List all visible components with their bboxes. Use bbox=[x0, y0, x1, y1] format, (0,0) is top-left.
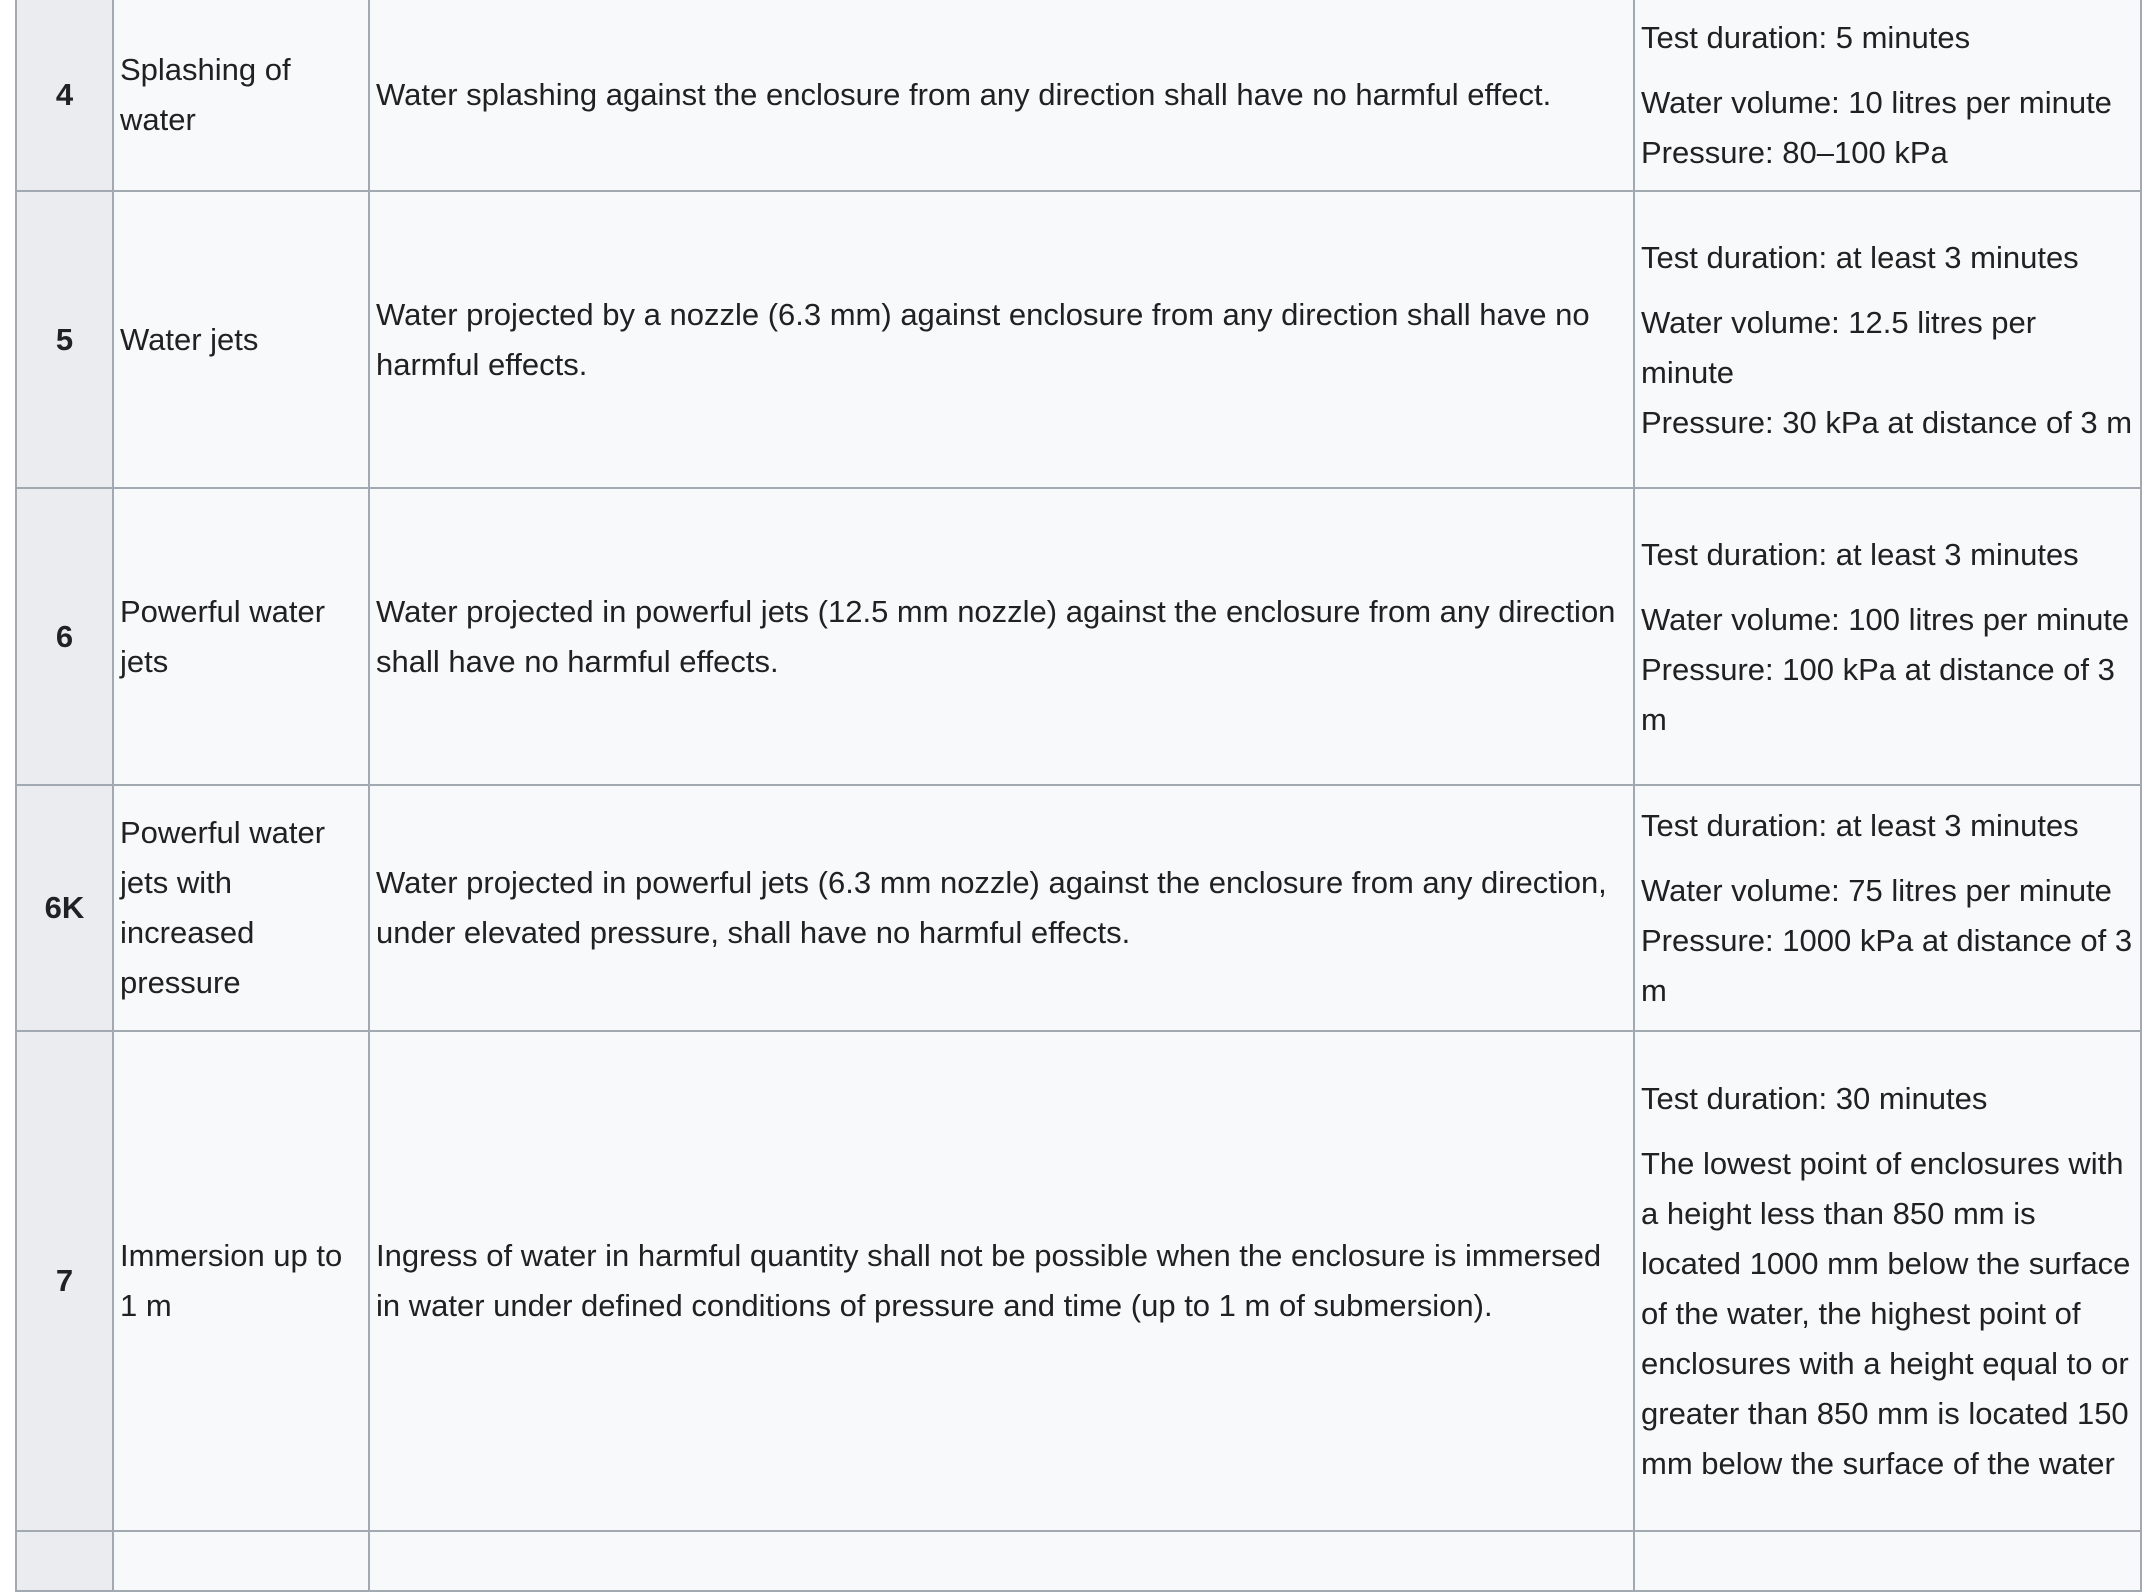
effective-against-cell: Water projected by a nozzle (6.3 mm) against enclosure from any direction shall have no harmful effects. bbox=[369, 191, 1634, 488]
ip-water-rating-table bbox=[15, 0, 2142, 1592]
table-row bbox=[16, 785, 2141, 1031]
test-duration: Test duration: 5 minutes bbox=[1641, 20, 1971, 55]
name-cell: Splashing of water bbox=[113, 0, 369, 191]
name-cell: Powerful water jets with increased pressure bbox=[113, 785, 369, 1031]
level-cell: 4 bbox=[16, 0, 113, 191]
detail-line: Pressure: 100 kPa at distance of 3 m bbox=[1641, 651, 2115, 737]
details-cell bbox=[1634, 785, 2141, 1031]
details-cell bbox=[1634, 488, 2141, 785]
table-row bbox=[16, 0, 2141, 191]
effective-against-cell bbox=[369, 1531, 1634, 1591]
level-cell: 6K bbox=[16, 785, 113, 1031]
details-cell bbox=[1634, 191, 2141, 488]
effective-against-cell: Water projected in powerful jets (6.3 mm nozzle) against the enclosure from any direction, under elevated pressure, shall have no harmful effects. bbox=[369, 785, 1634, 1031]
test-duration: Test duration: at least 3 minutes bbox=[1641, 239, 2079, 275]
details-cell bbox=[1634, 1031, 2141, 1531]
detail-line: The lowest point of enclosures with a height less than 850 mm is located 1000 mm below the surface of the water, the highest point of enclosures with a height equal to or greater than 850 mm is located 150 mm below the surface of the water bbox=[1641, 1146, 2131, 1481]
effective-against-cell: Water projected in powerful jets (12.5 mm nozzle) against the enclosure from any direction shall have no harmful effects. bbox=[369, 488, 1634, 785]
table-row-partial bbox=[16, 1531, 2141, 1591]
detail-line: Water volume: 100 litres per minute bbox=[1641, 601, 2130, 637]
name-cell: Powerful water jets bbox=[113, 488, 369, 785]
ip-water-rating-table-container bbox=[15, 0, 2140, 1592]
detail-line: Water volume: 10 litres per minute bbox=[1641, 85, 2112, 120]
effective-against-cell: Ingress of water in harmful quantity shall not be possible when the enclosure is immersed in water under defined conditions of pressure and time (up to 1 m of submersion). bbox=[369, 1031, 1634, 1531]
detail-line: Pressure: 80–100 kPa bbox=[1641, 135, 1948, 170]
name-cell: Immersion up to 1 m bbox=[113, 1031, 369, 1531]
effective-against-cell: Water splashing against the enclosure from any direction shall have no harmful effect. bbox=[369, 0, 1634, 191]
level-cell: 6 bbox=[16, 488, 113, 785]
detail-line: Pressure: 30 kPa at distance of 3 m bbox=[1641, 404, 2133, 440]
test-duration: Test duration: at least 3 minutes bbox=[1641, 808, 2079, 843]
test-duration: Test duration: at least 3 minutes bbox=[1641, 536, 2079, 572]
name-cell bbox=[113, 1531, 369, 1591]
level-cell: 7 bbox=[16, 1031, 113, 1531]
details-cell bbox=[1634, 0, 2141, 191]
level-cell bbox=[16, 1531, 113, 1591]
test-duration: Test duration: 30 minutes bbox=[1641, 1081, 1988, 1116]
table-row bbox=[16, 191, 2141, 488]
detail-line: Water volume: 12.5 litres per minute bbox=[1641, 304, 2037, 390]
name-cell: Water jets bbox=[113, 191, 369, 488]
table-row bbox=[16, 1031, 2141, 1531]
detail-line: Pressure: 1000 kPa at distance of 3 m bbox=[1641, 923, 2133, 1008]
detail-line: Water volume: 75 litres per minute bbox=[1641, 873, 2112, 908]
table-row bbox=[16, 488, 2141, 785]
level-cell: 5 bbox=[16, 191, 113, 488]
details-cell bbox=[1634, 1531, 2141, 1591]
